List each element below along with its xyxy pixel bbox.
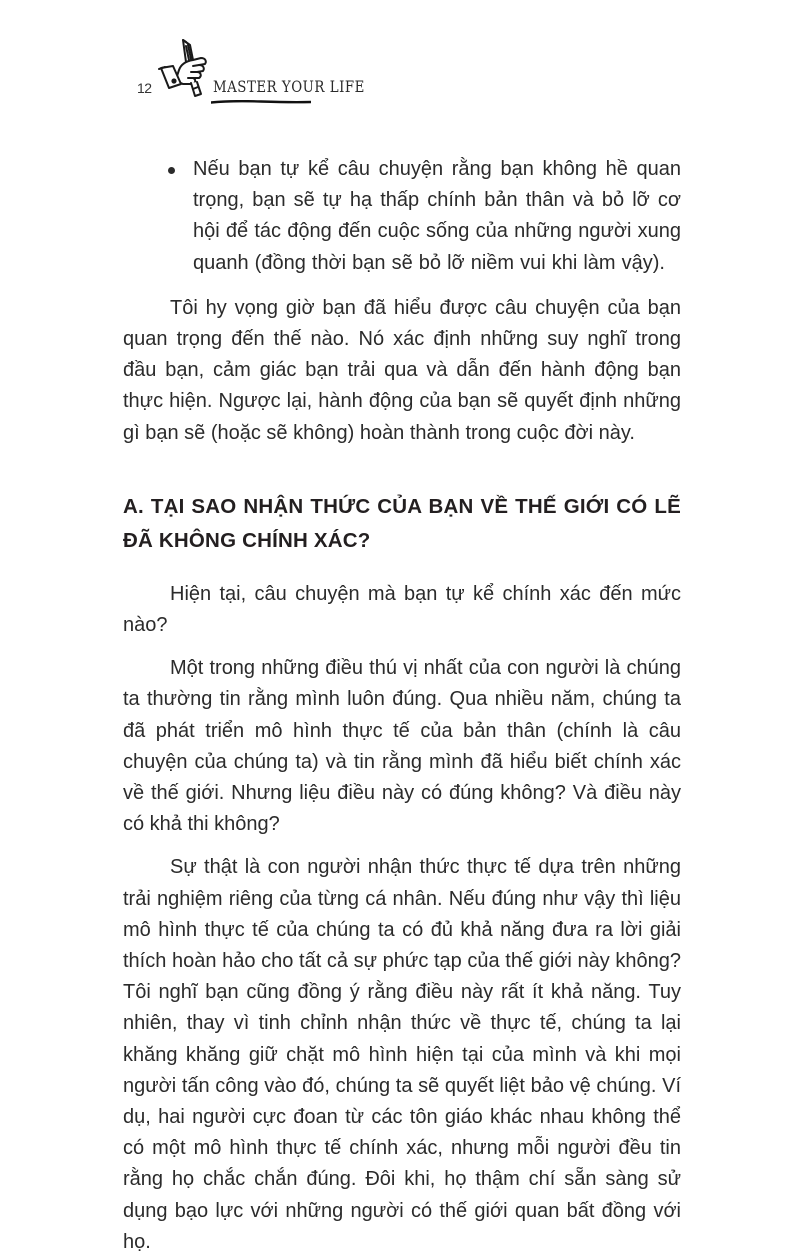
body-paragraph: Hiện tại, câu chuyện mà bạn tự kể chính xác đến mức nào?: [123, 582, 681, 637]
hand-holding-pencil-icon: [157, 36, 219, 102]
body-paragraph: Một trong những điều thú vị nhất của con người là chúng ta thường tin rằng mình luôn đúng. Qua nhiều năm, chúng ta đã phát triển mô hình thực tế của bản thân (chính là câu chuyện của chúng ta) và tin rằng mình đã hiểu biết chính xác về thế giới. Nhưng liệu điều này có đúng không? Và điều này có khả thi không?: [123, 657, 681, 836]
section-heading: A. TẠI SAO NHẬN THỨC CỦA BẠN VỀ THẾ GIỚI CÓ LẼ ĐÃ KHÔNG CHÍNH XÁC?: [123, 494, 681, 552]
running-header: [137, 36, 397, 106]
intro-paragraph: Tôi hy vọng giờ bạn đã hiểu được câu chuyện của bạn quan trọng đến thế nào. Nó xác định những suy nghĩ trong đầu bạn, cảm giác bạn trải qua và dẫn đến hành động bạn thực hiện. Ngược lại, hành động của bạn sẽ quyết định những gì bạn sẽ (hoặc sẽ không) hoàn thành trong cuộc đời này.: [123, 296, 681, 444]
bullet-text: Nếu bạn tự kể câu chuyện rằng bạn không hề quan trọng, bạn sẽ tự hạ thấp chính bản thân và bỏ lỡ cơ hội để tác động đến cuộc sống của những người xung quanh (đồng thời bạn sẽ bỏ lỡ niềm vui khi làm vậy).: [193, 158, 681, 274]
page-number: 12: [137, 80, 152, 96]
bullet-item: [123, 154, 681, 279]
brush-underline-decoration: [211, 100, 311, 104]
bullet-dot-icon: [168, 167, 175, 174]
book-title: MASTER YOUR LIFE: [213, 78, 365, 96]
page-body: [123, 154, 681, 1258]
bullet-list: [123, 154, 681, 279]
body-paragraph: Sự thật là con người nhận thức thực tế dựa trên những trải nghiệm riêng của từng cá nhân. Nếu đúng như vậy thì liệu mô hình thực tế của chúng ta có đủ khả năng đưa ra lời giải thích hoàn hảo cho tất cả sự phức tạp của thế giới này không? Tôi nghĩ bạn cũng đồng ý rằng điều này rất ít khả năng. Tuy nhiên, thay vì tinh chỉnh nhận thức về thực tế, chúng ta lại khăng khăng giữ chặt mô hình hiện tại của mình và khi mọi người tấn công vào đó, chúng ta sẽ quyết liệt bảo vệ chúng. Ví dụ, hai người cực đoan từ các tôn giáo khác nhau không thể có một mô hình thực tế chính xác, nhưng mỗi người đều tin rằng họ chắc chắn đúng. Đôi khi, họ thậm chí sẵn sàng sử dụng bạo lực với những người có thế giới quan bất đồng với họ.: [123, 856, 681, 1253]
